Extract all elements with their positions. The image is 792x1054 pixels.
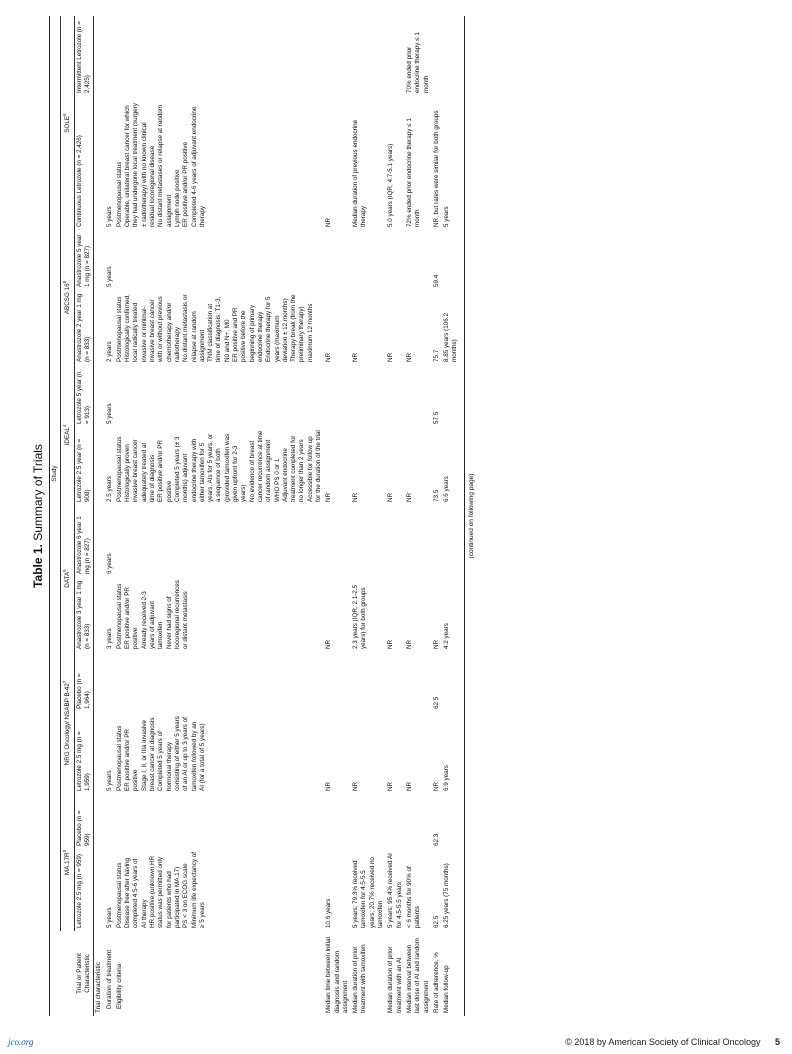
table-cell: 5 years: [443, 206, 451, 227]
table-row: [94, 16, 105, 1016]
table-row: [324, 16, 351, 1016]
row-label: Trial characteristic: [95, 962, 103, 1013]
table-cell: NR: [352, 352, 360, 362]
journal-url[interactable]: jco.org: [8, 1037, 34, 1047]
row-label: Duration of treatment: [105, 949, 113, 1009]
table-cell: [405, 230, 432, 290]
table-cell: Postmenopausal status Histologically confirmed, local radically treated invasive or minimal-invasive breast cancer with or without previous chemotherapy and/or radiotherapy No distant metastasis or relapse at random assignment TNM classification at time of diagnosis: T1-3, N0 and N+, M0 ER positive and PR positive before the beginning of primary endocrine therapy Endocrine therapy for 5 years (maximum deviation ± 12 months) Therapy break (from the preliminary therapy) maximum 12 months: [115, 294, 314, 362]
table-cell: 5 years: [105, 266, 113, 287]
arm-header: Letrozole 5 year (n = 913): [74, 365, 94, 427]
copyright-text: © 2018 by American Society of Clinical Oncology: [565, 1037, 761, 1047]
table-cell: [94, 427, 105, 505]
table-cell: [115, 365, 324, 427]
table-cell: NR: [325, 781, 333, 791]
trial-name-text: NRG Oncology/ NSABP B-42: [64, 683, 72, 766]
table-cell: [351, 365, 386, 427]
table-cell: NR: [387, 639, 395, 649]
table-cell: [351, 230, 386, 290]
table-cell: 3 years: [105, 628, 113, 649]
table-cell: [432, 505, 442, 577]
trial-header: Trial or Patient Characteristic: [61, 931, 94, 1016]
table-cell: 4.2 years: [443, 623, 451, 649]
table-cell: 10.6 years: [325, 898, 333, 928]
table-cell: 5 years: [105, 403, 113, 424]
table-cell: [94, 652, 105, 712]
arm-header: Anastrozole 6 year 1 mg (n = 827): [74, 505, 94, 577]
table-label: Table 1.: [31, 544, 45, 588]
trial-name-text: MA.17R: [64, 852, 72, 876]
table-cell: NR: [405, 639, 413, 649]
arm-header: Placebo (n = 1,964): [74, 652, 94, 712]
table-cell: NR: [432, 781, 440, 791]
table-cell: [386, 652, 405, 712]
table-cell: [351, 16, 386, 96]
arm-header: Letrozole 2.5 year (n = 908): [74, 427, 94, 505]
table-cell: [94, 230, 105, 290]
row-label: Median duration of prior treatment with an AI: [387, 946, 403, 1013]
table-cell: [324, 365, 351, 427]
table-cell: [351, 652, 386, 712]
trial-name-text: ABCSG 16: [64, 283, 72, 315]
table-cell: NR: [387, 352, 395, 362]
table-cell: [405, 794, 432, 849]
table-cell: NR: [325, 639, 333, 649]
table-cell: [105, 794, 115, 849]
arm-header: Anastrozole 3 year 1 mg (n = 833): [74, 577, 94, 652]
table-cell: 62.3: [432, 833, 440, 846]
table-cell: [386, 794, 405, 849]
trial-name-text: DATA: [64, 571, 72, 588]
trial-name-text: SOLE: [64, 115, 72, 133]
table-cell: [386, 365, 405, 427]
table-cell: [94, 96, 105, 230]
table-cell: [386, 505, 405, 577]
table-cell: 5 years: [105, 206, 113, 227]
table-cell: 2 years: [105, 341, 113, 362]
table-cell: 8.85 years (106.2 months): [443, 312, 459, 362]
table-cell: NR, but rates were similar for both groups: [432, 110, 440, 227]
trial-name-row: [61, 16, 74, 1016]
table-cell: [94, 577, 105, 652]
study-header-row: [50, 16, 61, 1016]
table-cell: 5 years: [105, 770, 113, 791]
header-blank: [50, 931, 61, 1016]
rotated-table-page: [31, 16, 761, 1016]
trial-name: [61, 365, 74, 505]
table-cell: NR: [352, 781, 360, 791]
table-cell: [324, 794, 351, 849]
table-cell: [115, 16, 324, 96]
table-cell: 5 years; 95.4% received AI for 4.5-5.5 years: [387, 853, 403, 928]
table-cell: [94, 794, 105, 849]
table-cell: 59.4: [432, 274, 440, 287]
table-cell: 62.5: [432, 696, 440, 709]
trial-name: [61, 794, 74, 931]
arm-header: Anastrozole 2 year 1 mg (n = 833): [74, 290, 94, 365]
table-cell: 2.3 years (IQR, 2.1-2.5 years) for both groups: [352, 584, 368, 649]
trial-name-text: IDEAL: [64, 427, 72, 446]
trial-ref: 4: [62, 424, 68, 428]
table-cell: [115, 230, 324, 290]
table-cell: 6.9 years: [443, 765, 451, 791]
table-cell: 70% ended prior endocrine therapy ≤ 1 month: [405, 32, 430, 93]
table-cell: [115, 505, 324, 577]
table-row: [442, 16, 464, 1016]
table-cell: 5.0 years (IQR, 4.7-5.1 years): [387, 143, 395, 227]
table-cell: NR: [432, 639, 440, 649]
arm-row: [74, 16, 94, 1016]
table-row: [115, 16, 324, 1016]
table-cell: Postmenopausal status Disease free after having completed 4.5-6 years of AI therapy HR positive (unknown HR status was permitted only for patients who had participated in MA.17) PS < 3 on ECOG scale Minimum life expectancy of ≥ 5 years: [115, 852, 206, 928]
table-cell: 2.5 years: [105, 476, 113, 502]
table-cell: [94, 505, 105, 577]
table-cell: [442, 505, 464, 577]
arm-header: Anastrozole 5 year 1 mg (n = 827): [74, 230, 94, 290]
table-cell: NR: [387, 492, 395, 502]
table-cell: NR: [325, 217, 333, 227]
table-cell: 6.6 years: [443, 476, 451, 502]
table-cell: [386, 230, 405, 290]
table-cell: NR: [325, 492, 333, 502]
table-cell: [432, 16, 442, 96]
table-row: [105, 16, 115, 1016]
table-row: [432, 16, 442, 1016]
table-cell: [405, 505, 432, 577]
table-cell: [442, 365, 464, 427]
trial-ref: 6: [62, 113, 68, 116]
row-label: Median time between initial diagnosis and random assignment: [325, 937, 349, 1013]
arm-header: Placebo (n = 959): [74, 794, 94, 849]
table-cell: 75.7: [432, 349, 440, 362]
table-cell: 6 years: [105, 553, 113, 574]
trial-name: [61, 230, 74, 365]
table-cell: Postmenopausal status ER positive and/or PR positive Stage I, II, or IIIa invasive breast cancer at diagnosis Completed 5 years of hormonal therapy consisting of either 5 years of an AI or up to 3 years of tamoxifen followed by an AI (for a total of 5 years): [115, 716, 206, 791]
trial-ref: 8: [62, 280, 68, 284]
page-footer: [565, 1037, 780, 1047]
row-label: Eligibility criteria: [115, 963, 123, 1009]
table-cell: Postmenopausal status Operable, unilateral breast cancer for which they had undergone local treatment (surgery ± radiotherapy) with no known clinical residual locoregional disease No distant metastases or relapse at random assignment Lymph node positive ER positive and/or PR positive Completed 4-6 years of adjuvant endocrine therapy: [115, 103, 206, 227]
table-cell: [386, 16, 405, 96]
arm-header: Intermittent Letrozole (n = 2,425): [74, 16, 94, 96]
table-cell: NR: [387, 781, 395, 791]
table-cell: [405, 652, 432, 712]
trial-name: [61, 505, 74, 652]
table-cell: [324, 505, 351, 577]
row-label: Rate of adherence, %: [432, 952, 440, 1013]
arm-header: Continuous Letrozole (n = 2,426): [74, 96, 94, 230]
table-cell: [442, 16, 464, 96]
table-cell: Postmenopausal status ER positive and/or PR positive Already received 2-3 years of adjuvant tamoxifen Never had signs of locoregional recurrences or distant metastasis: [115, 580, 190, 649]
continued-note: (continued on following page): [467, 473, 475, 559]
table-cell: 73.5: [432, 489, 440, 502]
table-cell: < 6 months for 90% of patients: [405, 866, 422, 928]
table-cell: [94, 290, 105, 365]
arm-header: Letrozole 2.5 mg (n = 1,959): [74, 712, 94, 794]
table-cell: [442, 794, 464, 849]
table-cell: [105, 16, 115, 96]
trial-name: [61, 652, 74, 794]
table-cell: NR: [325, 352, 333, 362]
trial-ref: 7: [62, 680, 68, 684]
table-cell: [94, 16, 105, 96]
arm-header: Letrozole 2.5 mg (n = 959): [74, 849, 94, 931]
row-label: Median duration of prior treatment with tamoxifen: [352, 944, 368, 1013]
table-row: [405, 16, 432, 1016]
trial-ref: 5: [62, 569, 68, 572]
table-cell: NR: [405, 781, 413, 791]
table-title: Summary of Trials: [31, 444, 45, 541]
table-cell: [324, 16, 351, 96]
table-cell: Median duration of previous endocrine therapy: [352, 119, 368, 227]
trial-ref: 3: [62, 849, 68, 853]
table-cell: [94, 849, 105, 931]
row-label: Median interval between last dose of AI and random assignment: [405, 938, 430, 1013]
table-cell: 72% ended prior endocrine therapy ≤ 1 month: [405, 118, 422, 227]
table-cell: [115, 794, 324, 849]
summary-table: [50, 16, 464, 1016]
table-cell: [442, 230, 464, 290]
table-cell: [324, 652, 351, 712]
table-cell: 5 years: [105, 907, 113, 928]
table-cell: 62.5: [432, 915, 440, 928]
table-caption: [31, 16, 45, 1016]
table-cell: 57.5: [432, 411, 440, 424]
table-cell: [351, 505, 386, 577]
table-cell: Postmenopausal status Histologically proven invasive breast cancer adequately treated at time of diagnosis ER positive and/or PR positive Completed 5 years (± 3 months) adjuvant endocrine therapy with either tamoxifen for 5 years, AIs for 5 years, or a sequence of both (provided tamoxifen was given upfront for 2-3 years) No evidence of breast cancer recurrence at time of random assignment WHO PS 0 or 1 Adjuvant endocrine treatment completed for no longer than 2 years Accessible for follow up for the duration of the trial: [115, 430, 322, 502]
table-cell: [94, 712, 105, 794]
table-cell: [442, 652, 464, 712]
table-cell: [351, 794, 386, 849]
row-label: Median follow-up: [443, 965, 451, 1013]
trial-name: [61, 16, 74, 230]
page-number: 5: [774, 1037, 780, 1047]
table-cell: [324, 230, 351, 290]
table-cell: 6.25 years (75 months): [443, 863, 451, 928]
table-frame: [49, 16, 465, 1016]
table-cell: [405, 365, 432, 427]
table-cell: [105, 652, 115, 712]
table-cell: [115, 652, 324, 712]
table-cell: NR: [352, 492, 360, 502]
table-cell: NR: [405, 492, 413, 502]
table-cell: NR: [405, 352, 413, 362]
table-cell: 5 years; 79.3% received tamoxifen for 4.5-5.5 years; 20.7% received no tamoxifen: [352, 856, 385, 928]
table-cell: [94, 365, 105, 427]
table-row: [386, 16, 405, 1016]
table-row: [351, 16, 386, 1016]
study-header: Study: [50, 16, 61, 931]
